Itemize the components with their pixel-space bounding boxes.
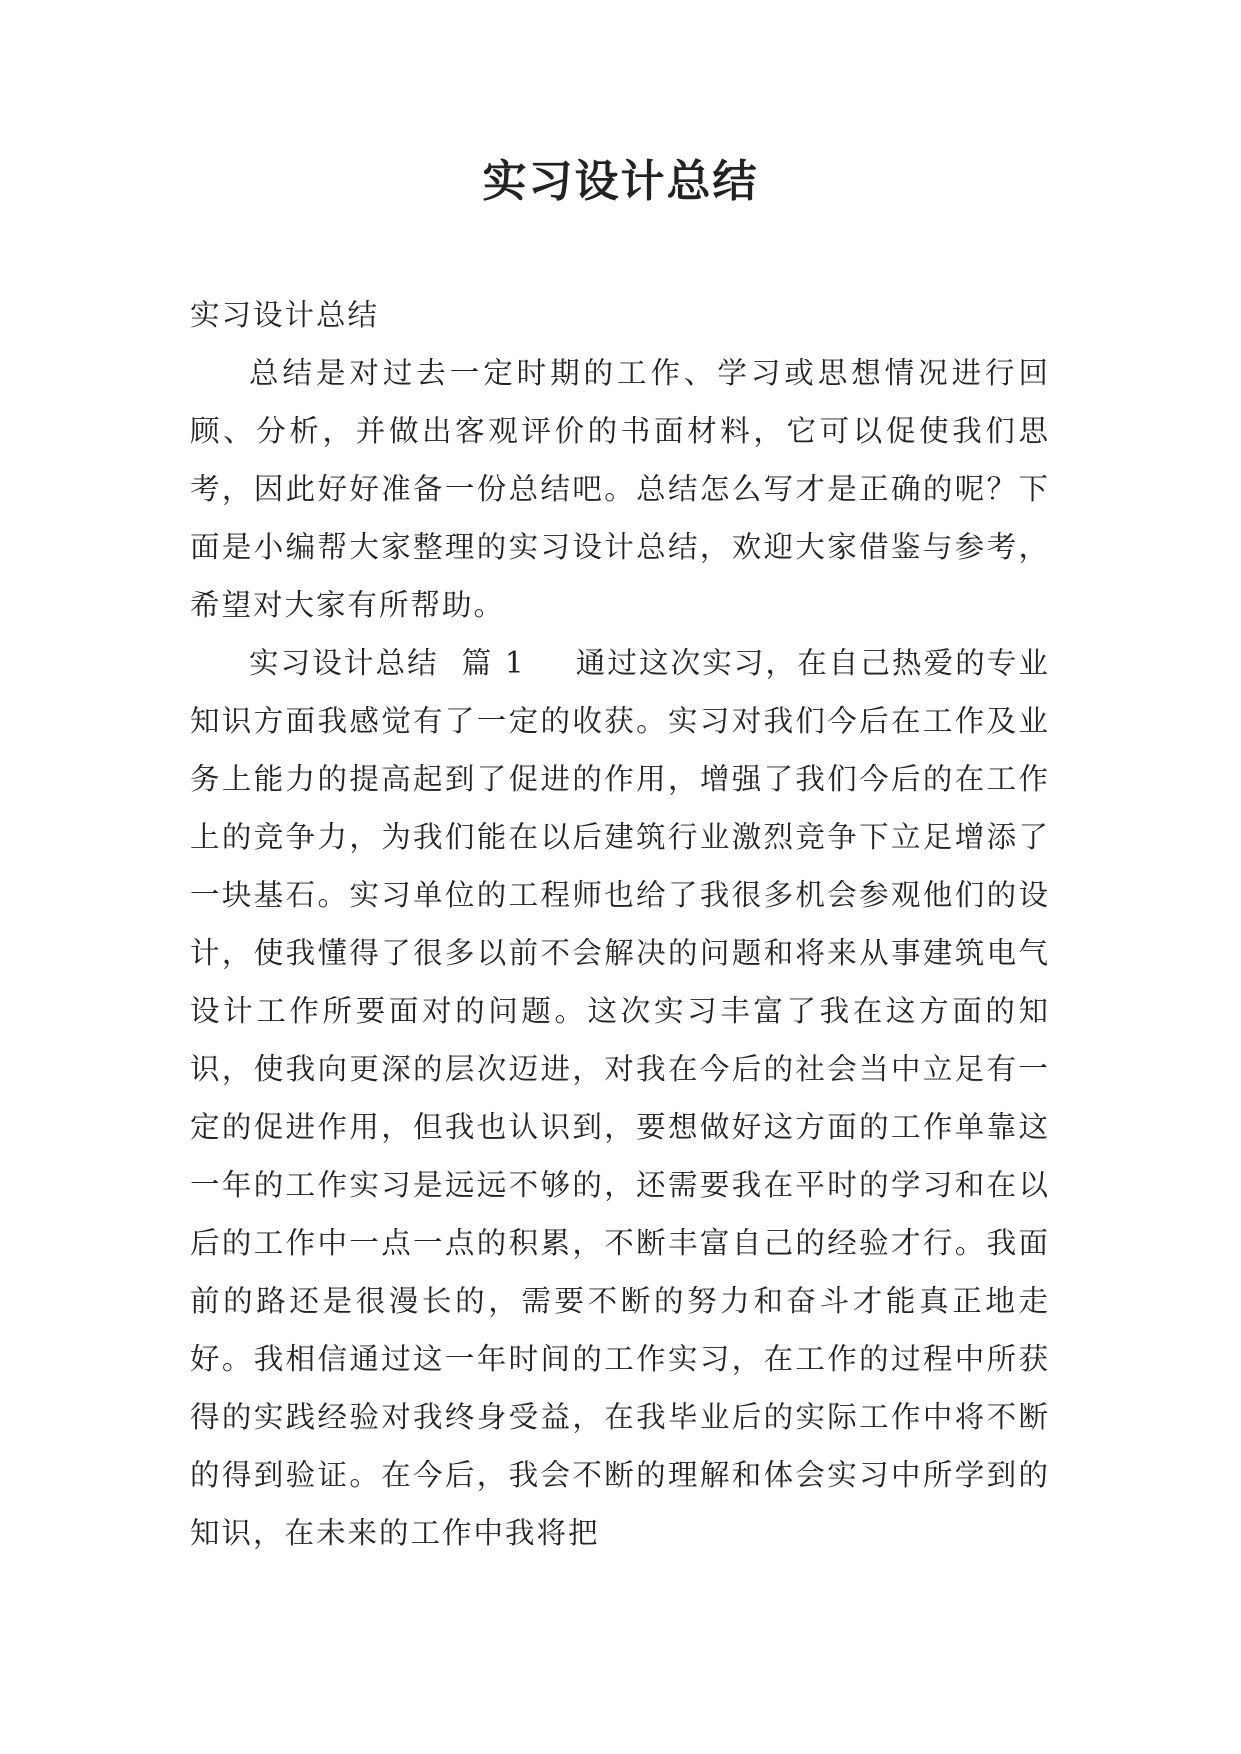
document-title: 实习设计总结: [482, 156, 759, 207]
document-subtitle: 实习设计总结: [190, 298, 380, 332]
intro-paragraph: 总结是对过去一定时期的工作、学习或思想情况进行回顾、分析，并做出客观评价的书面材料，它可以促使我们思考，因此好好准备一份总结吧。总结怎么写才是正确的呢？下面是小编帮大家整理的实习设计总结，欢迎大家借鉴与参考，希望对大家有所帮助。: [190, 356, 1050, 622]
section-1-body: 通过这次实习，在自己热爱的专业知识方面我感觉有了一定的收获。实习对我们今后在工作及业务上能力的提高起到了促进的作用，增强了我们今后的在工作上的竞争力，为我们能在以后建筑行业激烈竞争下立足增添了一块基石。实习单位的工程师也给了我很多机会参观他们的设计，使我懂得了很多以前不会解决的问题和将来从事建筑电气设计工作所要面对的问题。这次实习丰富了我在这方面的知识，使我向更深的层次迈进，对我在今后的社会当中立足有一定的促进作用，但我也认识到，要想做好这方面的工作单靠这一年的工作实习是远远不够的，还需要我在平时的学习和在以后的工作中一点一点的积累，不断丰富自己的经验才行。我面前的路还是很漫长的，需要不断的努力和奋斗才能真正地走好。我相信通过这一年时间的工作实习，在工作的过程中所获得的实践经验对我终身受益，在我毕业后的实际工作中将不断的得到验证。在今后，我会不断的理解和体会实习中所学到的知识，在未来的工作中我将把: [190, 646, 1050, 1550]
section-1-number: 篇 1: [461, 646, 526, 680]
section-1-paragraph: [190, 634, 1050, 1562]
section-1-heading: 实习设计总结: [249, 646, 439, 680]
document-body: [190, 286, 1050, 1562]
